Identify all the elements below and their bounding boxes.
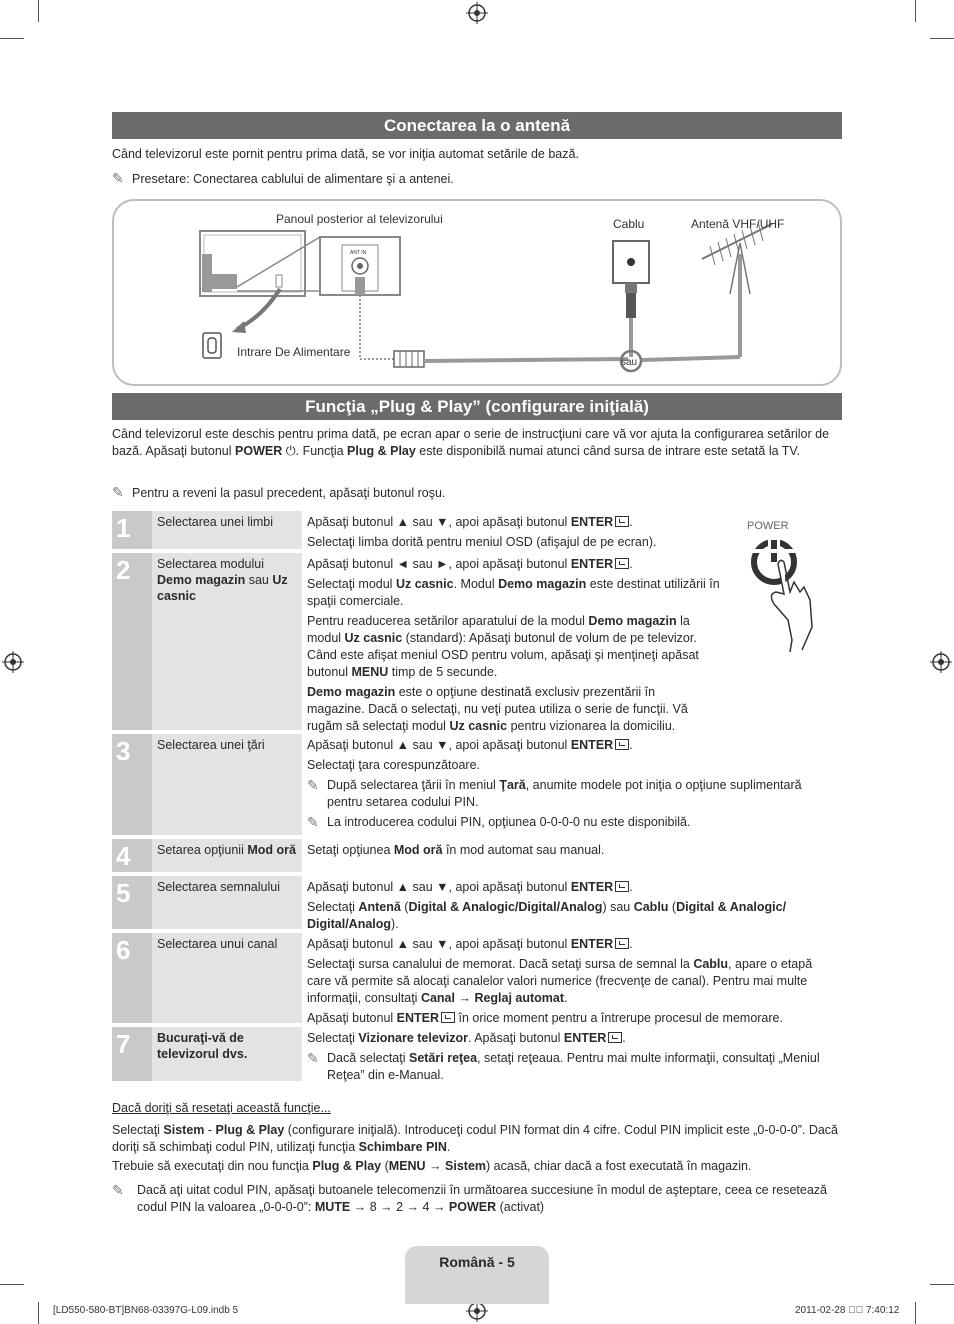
step-title: Bucuraţi-vă de televizorul dvs. [152, 1027, 302, 1081]
print-file-info: [LD550-580-BT]BN68-03397G-L09.indb 5 [53, 1305, 239, 1316]
step-3 [112, 734, 842, 839]
enter-icon [615, 881, 629, 892]
note-pencil-icon: ✎ [307, 1050, 319, 1066]
step-title: Selectarea unei ţări [152, 734, 302, 835]
enter-icon [615, 516, 629, 527]
step-body: Selectaţi Vizionare televizor. Apăsaţi butonul ENTER . ✎ Dacă selectaţi Setări reţea, setaţi reţeaua. Pentru mai multe informaţii, consultaţi „Meniul Reţea” din e-Manual. [307, 1031, 820, 1082]
step-number: 5 [112, 876, 152, 929]
enter-icon [441, 1012, 455, 1023]
plug-and-play-note: ✎ Pentru a reveni la pasul precedent, apăsaţi butonul roşu. [112, 484, 446, 500]
power-input-label: Intrare De Alimentare [237, 345, 351, 359]
antenna-intro: Când televizorul este pornit pentru prima dată, se vor iniţia automat setările de bază. [112, 147, 579, 161]
setup-steps-table [112, 511, 842, 1085]
registration-mark-top [466, 2, 488, 24]
note-pencil-icon: ✎ [307, 814, 319, 830]
reset-heading: Dacă doriţi să resetaţi această funcţie... [112, 1101, 331, 1115]
section-title-antenna: Conectarea la o antenă [112, 112, 842, 139]
tv-rear-panel-label: Panoul posterior al televizorului [276, 212, 443, 226]
note-pencil-icon: ✎ [112, 484, 124, 500]
antenna-connection-diagram [112, 199, 842, 386]
power-illustration-label: POWER [747, 520, 789, 532]
step-title: Selectarea semnalului [152, 876, 302, 929]
note-pencil-icon: ✎ [112, 1182, 124, 1198]
step-number: 7 [112, 1027, 152, 1081]
reset-note: ✎ Dacă aţi uitat codul PIN, apăsaţi butoanele telecomenzii în următoarea succesiune în modul de aşteptare, ceea ce resetează codul PIN la valoarea „0-0-0-0”: MUTE → 8 → 2 → 4 → POWER (activat) [112, 1182, 827, 1214]
step-number: 2 [112, 553, 152, 730]
step-2 [112, 553, 842, 734]
step-number: 6 [112, 933, 152, 1023]
step-number: 1 [112, 511, 152, 549]
reset-paragraph-1: Selectaţi Sistem - Plug & Play (configurare iniţială). Introduceţi codul PIN format din 4 cifre. Codul PIN implicit este „0-0-0-0”. Dacă doriţi să schimbaţi codul PIN, utilizaţi funcţia Schimbare PIN. [112, 1123, 839, 1154]
ant-in-label: ANT IN [350, 250, 367, 256]
power-symbol-icon: ⏻ [285, 444, 296, 458]
step-body: Apăsaţi butonul ▲ sau ▼, apoi apăsaţi butonul ENTER . Selectaţi ţara corespunzătoare. ✎ După selectarea ţării în meniul Ţară, anumite modele pot iniţia o opţiune suplimentară pentru setarea codului PIN. ✎ La introducerea codului PIN, opţiunea 0-0-0-0 nu este disponibilă. [307, 738, 802, 830]
step-title: Selectarea unei limbi [152, 511, 302, 549]
enter-icon [615, 938, 629, 949]
step-7 [112, 1027, 842, 1085]
step-1 [112, 511, 842, 553]
section-title-plug-and-play: Funcţia „Plug & Play” (configurare iniţială) [112, 393, 842, 420]
step-number: 3 [112, 734, 152, 835]
step-body: Apăsaţi butonul ▲ sau ▼, apoi apăsaţi butonul ENTER . Selectaţi limba dorită pentru meniul OSD (afişajul de pe ecran). [307, 515, 657, 549]
step-6 [112, 933, 842, 1027]
enter-icon [615, 739, 629, 750]
step-body: Apăsaţi butonul ▲ sau ▼, apoi apăsaţi butonul ENTER . Selectaţi Antenă (Digital & Analogic/Digital/Analog) sau Cablu (Digital & Analogic/ Digital/Analog). [307, 880, 787, 931]
note-pencil-icon: ✎ [112, 170, 124, 186]
or-label: sau [621, 357, 638, 368]
step-5 [112, 876, 842, 933]
step-body: Apăsaţi butonul ▲ sau ▼, apoi apăsaţi butonul ENTER . Selectaţi sursa canalului de memorat. Dacă setaţi sursa de semnal la Cablu, apare o etapă care vă permite să alocaţi canalelor valori numerice (frecvenţe de canal). Pentru mai multe informaţii, consultaţi Canal → Reglaj automat. Apăsaţi butonul ENTER în orice moment pentru a întrerupe procesul de memorare. [307, 937, 813, 1025]
step-number: 4 [112, 839, 152, 872]
step-title: Selectarea modului Demo magazin sau Uz casnic [152, 553, 302, 730]
note-pencil-icon: ✎ [307, 777, 319, 793]
step-body: Setaţi opţiunea Mod oră în mod automat sau manual. [307, 843, 605, 857]
antenna-label: Antenă VHF/UHF [691, 217, 785, 231]
print-date-info: 2011-02-28 ￿￿ 7:40:12 [795, 1305, 900, 1316]
page-number-tab: Română - 5 [405, 1246, 549, 1304]
registration-mark-left [2, 651, 24, 673]
antenna-note: ✎ Presetare: Conectarea cablului de alimentare şi a antenei. [112, 170, 454, 186]
step-body: Apăsaţi butonul ◄ sau ►, apoi apăsaţi butonul ENTER . Selectaţi modul Uz casnic. Modul Demo magazin este destinat utilizării în spaţii comerciale. Pentru readucerea setărilor aparatului de la modul Demo magazin la modul Uz casnic (standard): Apăsaţi butonul de volum de pe televizor. Când este afişat meniul OSD pentru volum, apăsaţi şi menţineţi apăsat butonul MENU timp de 5 secunde. Demo magazin este o opţiune destinată exclusiv prezentării în magazine. Dacă o selectaţi, nu veţi putea utiliza o serie de funcţii. Vă rugăm să selectaţi modul Uz casnic pentru vizionarea la domiciliu. [307, 557, 720, 733]
enter-icon [608, 1032, 622, 1043]
step-title: Setarea opţiunii Mod oră [152, 839, 302, 872]
step-title: Selectarea unui canal [152, 933, 302, 1023]
reset-paragraph-2: Trebuie să executaţi din nou funcţia Plug & Play (MENU → Sistem) acasă, chiar dacă a fost executată în magazin. [112, 1159, 752, 1173]
registration-mark-right [930, 651, 952, 673]
step-4 [112, 839, 842, 876]
cable-label: Cablu [613, 217, 645, 231]
enter-icon [615, 558, 629, 569]
plug-and-play-intro: Când televizorul este deschis pentru prima dată, pe ecran apar o serie de instrucţiuni care vă vor ajuta la configurarea setărilor de bază. Apăsaţi butonul POWER ⏻. Funcţia Plug & Play este disponibilă numai atunci când sursa de intrare este setată la TV. [112, 427, 830, 458]
